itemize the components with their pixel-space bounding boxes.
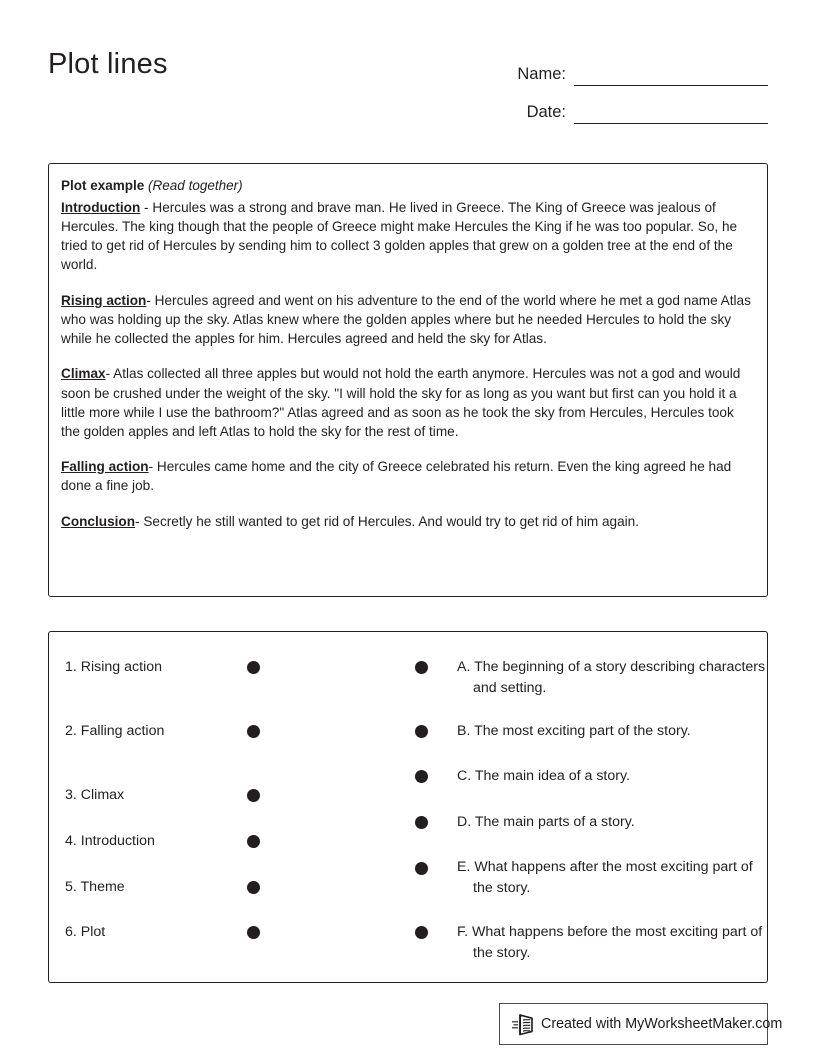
plot-example-heading-note: (Read together) bbox=[148, 178, 243, 193]
sep-rising-action: - bbox=[146, 292, 155, 308]
match-left-item-3: 3. Climax bbox=[65, 787, 125, 803]
sep-climax: - bbox=[105, 366, 114, 382]
created-with-badge[interactable] bbox=[499, 1003, 783, 1045]
match-right-dot-b[interactable] bbox=[415, 725, 428, 738]
date-input-line[interactable] bbox=[574, 101, 768, 124]
text-conclusion: Secretly he still wanted to get rid of Hercules. And would try to get rid of him again. bbox=[143, 513, 639, 529]
plot-example-heading-bold: Plot example bbox=[61, 178, 145, 193]
text-climax: Atlas collected all three apples but would not hold the earth anymore. Hercules was not a god and would soon be crushed under the weight of the sky. "I will hold the sky for as long as you want but first can you hold it a little more while I use the bathroom?" Atlas agreed and as soon as he took the sky from Hercules, Hercules took the golden apples and left Atlas to hold the sky for the rest of time. bbox=[61, 366, 741, 439]
label-rising-action: Rising action bbox=[61, 292, 147, 308]
page-title: Plot lines bbox=[48, 48, 168, 80]
match-left-dot-1[interactable] bbox=[247, 661, 260, 674]
example-paragraph-falling-action bbox=[61, 457, 756, 495]
match-right-item-e: E. What happens after the most exciting part of the story. bbox=[457, 859, 753, 896]
match-right-item-f: F. What happens before the most exciting part of the story. bbox=[457, 924, 763, 961]
match-left-item-5: 5. Theme bbox=[65, 879, 125, 895]
name-row bbox=[496, 48, 768, 86]
match-left-dot-2[interactable] bbox=[247, 725, 260, 738]
match-right-dot-a[interactable] bbox=[415, 661, 428, 674]
date-row bbox=[496, 86, 768, 124]
match-left-dot-3[interactable] bbox=[247, 789, 260, 802]
plot-example-box bbox=[48, 163, 768, 597]
match-right-dot-c[interactable] bbox=[415, 770, 428, 783]
sep-conclusion: - bbox=[135, 513, 144, 529]
label-climax: Climax bbox=[61, 366, 106, 382]
match-left-dot-5[interactable] bbox=[247, 881, 260, 894]
match-left-dot-6[interactable] bbox=[247, 926, 260, 939]
created-with-badge-label: Created with MyWorksheetMaker.com bbox=[541, 1016, 783, 1032]
label-introduction: Introduction bbox=[61, 199, 141, 215]
match-right-item-a: A. The beginning of a story describing characters and setting. bbox=[457, 659, 766, 696]
match-left-dot-4[interactable] bbox=[247, 835, 260, 848]
match-left-item-1: 1. Rising action bbox=[65, 659, 162, 675]
match-right-item-c: C. The main idea of a story. bbox=[457, 768, 630, 784]
example-paragraph-introduction bbox=[61, 198, 756, 275]
match-right-dot-e[interactable] bbox=[415, 862, 428, 875]
plot-example-heading bbox=[61, 178, 756, 195]
name-input-line[interactable] bbox=[574, 63, 768, 86]
match-right-dot-f[interactable] bbox=[415, 926, 428, 939]
matching-exercise-box bbox=[48, 631, 768, 983]
text-rising-action: Hercules agreed and went on his adventure to the end of the world where he met a god name Atlas who was holding up the sky. Atlas knew where the golden apples where but he needed Hercules to hold the sky while he collected the apples for him. Hercules agreed and held the sky for Atlas. bbox=[61, 292, 751, 347]
name-label: Name: bbox=[517, 65, 566, 83]
example-paragraph-climax bbox=[61, 364, 756, 441]
sep-introduction: - bbox=[140, 199, 153, 215]
sep-falling-action: - bbox=[148, 459, 157, 475]
match-left-item-2: 2. Falling action bbox=[65, 723, 165, 739]
page-header bbox=[0, 0, 816, 150]
date-label: Date: bbox=[526, 103, 566, 121]
match-right-item-d: D. The main parts of a story. bbox=[457, 814, 635, 830]
match-left-item-6: 6. Plot bbox=[65, 924, 106, 940]
text-falling-action: Hercules came home and the city of Greece celebrated his return. Even the king agreed he had done a fine job. bbox=[61, 459, 732, 494]
example-paragraph-rising-action bbox=[61, 291, 756, 349]
match-left-item-4: 4. Introduction bbox=[65, 833, 155, 849]
worksheet-maker-logo-icon bbox=[512, 1012, 534, 1036]
text-introduction: Hercules was a strong and brave man. He lived in Greece. The King of Greece was jealous of Hercules. The king though that the people of Greece might make Hercules the King if he was too popular. So, he tried to get rid of Hercules by sending him to collect 3 golden apples that grew on a golden tree at the end of the world. bbox=[61, 199, 738, 273]
name-date-block bbox=[496, 48, 768, 124]
label-conclusion: Conclusion bbox=[61, 513, 136, 529]
example-paragraph-conclusion bbox=[61, 512, 756, 531]
match-right-dot-d[interactable] bbox=[415, 816, 428, 829]
label-falling-action: Falling action bbox=[61, 459, 149, 475]
matching-inner bbox=[49, 632, 767, 982]
match-right-item-b: B. The most exciting part of the story. bbox=[457, 723, 691, 739]
